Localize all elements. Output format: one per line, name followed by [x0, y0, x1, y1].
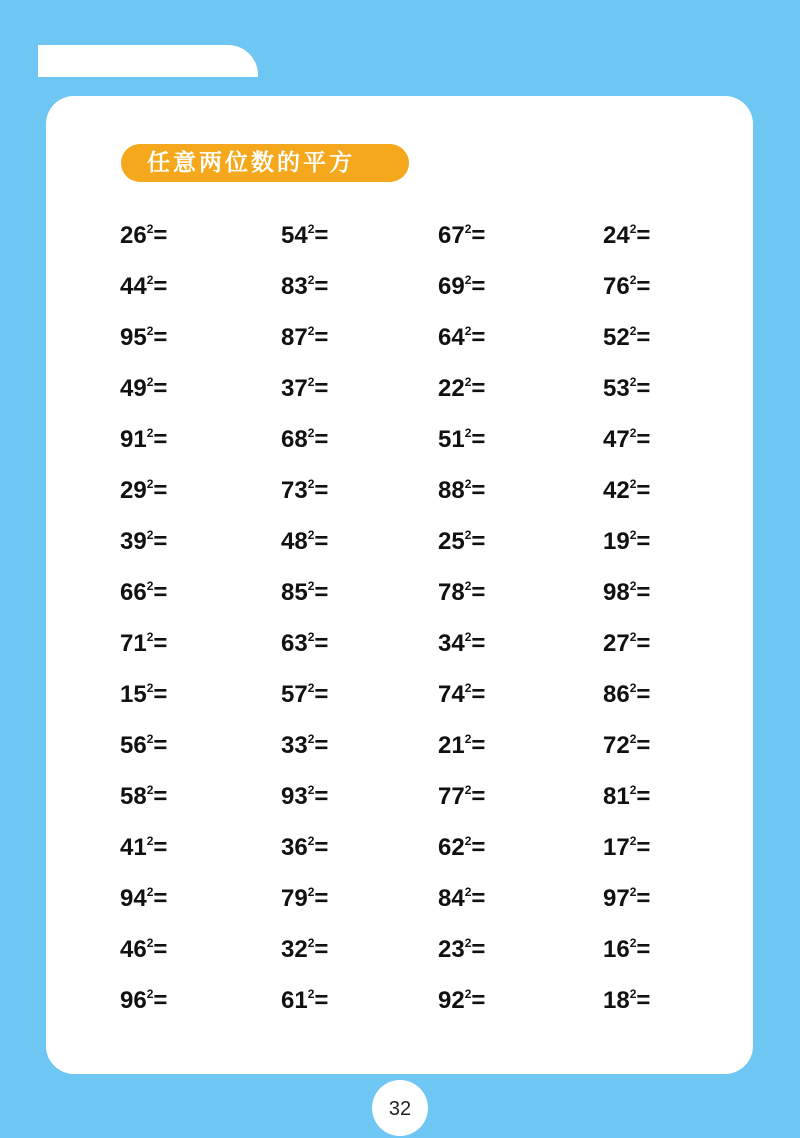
equals-sign: =: [471, 885, 486, 912]
equals-sign: =: [153, 579, 168, 606]
equals-sign: =: [636, 477, 651, 504]
square-problem: [120, 365, 281, 416]
problem-exponent: 2: [146, 783, 154, 797]
equals-sign: =: [471, 579, 486, 606]
problem-exponent: 2: [307, 630, 315, 644]
problem-base: 83: [281, 273, 308, 300]
problem-exponent: 2: [629, 477, 637, 491]
square-problem: [281, 671, 438, 722]
problem-base: 77: [438, 783, 465, 810]
square-problem: [438, 314, 603, 365]
equals-sign: =: [636, 579, 651, 606]
square-problem: [281, 212, 438, 263]
problem-exponent: 2: [629, 681, 637, 695]
problem-exponent: 2: [629, 222, 637, 236]
problem-exponent: 2: [629, 732, 637, 746]
square-problem: [438, 620, 603, 671]
problem-exponent: 2: [307, 681, 315, 695]
problem-base: 57: [281, 681, 308, 708]
square-problem: [120, 926, 281, 977]
square-problem: [120, 212, 281, 263]
problem-exponent: 2: [629, 630, 637, 644]
square-problem: [281, 569, 438, 620]
problem-exponent: 2: [629, 528, 637, 542]
problem-base: 98: [603, 579, 630, 606]
problem-base: 91: [120, 426, 147, 453]
square-problem: [281, 467, 438, 518]
equals-sign: =: [153, 375, 168, 402]
problem-base: 76: [603, 273, 630, 300]
problem-base: 42: [603, 477, 630, 504]
equals-sign: =: [471, 936, 486, 963]
problem-base: 56: [120, 732, 147, 759]
problem-base: 92: [438, 987, 465, 1014]
worksheet-title: 任意两位数的平方: [121, 144, 409, 182]
equals-sign: =: [636, 732, 651, 759]
square-problem: [438, 722, 603, 773]
problem-base: 62: [438, 834, 465, 861]
problem-base: 18: [603, 987, 630, 1014]
problem-base: 49: [120, 375, 147, 402]
equals-sign: =: [153, 528, 168, 555]
equals-sign: =: [636, 273, 651, 300]
equals-sign: =: [471, 477, 486, 504]
problem-base: 26: [120, 222, 147, 249]
square-problem: [603, 824, 720, 875]
equals-sign: =: [471, 528, 486, 555]
square-problem: [603, 263, 720, 314]
square-problem: [603, 977, 720, 1028]
problem-grid: [120, 212, 720, 1028]
equals-sign: =: [314, 324, 329, 351]
problem-exponent: 2: [307, 273, 315, 287]
problem-exponent: 2: [146, 579, 154, 593]
equals-sign: =: [153, 273, 168, 300]
problem-base: 29: [120, 477, 147, 504]
equals-sign: =: [314, 681, 329, 708]
square-problem: [438, 926, 603, 977]
problem-exponent: 2: [464, 222, 472, 236]
problem-exponent: 2: [464, 834, 472, 848]
equals-sign: =: [153, 783, 168, 810]
problem-exponent: 2: [464, 579, 472, 593]
equals-sign: =: [636, 936, 651, 963]
problem-base: 71: [120, 630, 147, 657]
problem-base: 63: [281, 630, 308, 657]
problem-exponent: 2: [629, 426, 637, 440]
square-problem: [603, 365, 720, 416]
problem-exponent: 2: [629, 273, 637, 287]
problem-base: 72: [603, 732, 630, 759]
problem-base: 93: [281, 783, 308, 810]
problem-base: 24: [603, 222, 630, 249]
problem-exponent: 2: [307, 426, 315, 440]
problem-base: 84: [438, 885, 465, 912]
problem-base: 48: [281, 528, 308, 555]
problem-base: 68: [281, 426, 308, 453]
equals-sign: =: [314, 783, 329, 810]
square-problem: [281, 977, 438, 1028]
square-problem: [281, 824, 438, 875]
equals-sign: =: [471, 375, 486, 402]
square-problem: [281, 620, 438, 671]
problem-base: 15: [120, 681, 147, 708]
problem-base: 23: [438, 936, 465, 963]
problem-base: 47: [603, 426, 630, 453]
problem-exponent: 2: [464, 987, 472, 1001]
problem-base: 97: [603, 885, 630, 912]
problem-exponent: 2: [629, 783, 637, 797]
square-problem: [603, 722, 720, 773]
equals-sign: =: [636, 375, 651, 402]
square-problem: [603, 467, 720, 518]
equals-sign: =: [314, 579, 329, 606]
square-problem: [120, 824, 281, 875]
equals-sign: =: [471, 783, 486, 810]
problem-exponent: 2: [307, 885, 315, 899]
problem-exponent: 2: [629, 936, 637, 950]
equals-sign: =: [636, 885, 651, 912]
equals-sign: =: [471, 324, 486, 351]
square-problem: [438, 569, 603, 620]
square-problem: [438, 416, 603, 467]
square-problem: [438, 467, 603, 518]
equals-sign: =: [314, 936, 329, 963]
square-problem: [120, 314, 281, 365]
square-problem: [120, 467, 281, 518]
square-problem: [603, 416, 720, 467]
problem-exponent: 2: [307, 579, 315, 593]
problem-exponent: 2: [146, 630, 154, 644]
problem-exponent: 2: [307, 732, 315, 746]
problem-base: 37: [281, 375, 308, 402]
problem-base: 41: [120, 834, 147, 861]
problem-exponent: 2: [146, 987, 154, 1001]
problem-exponent: 2: [629, 885, 637, 899]
problem-exponent: 2: [146, 681, 154, 695]
equals-sign: =: [153, 987, 168, 1014]
problem-base: 86: [603, 681, 630, 708]
problem-exponent: 2: [464, 630, 472, 644]
equals-sign: =: [153, 885, 168, 912]
problem-base: 19: [603, 528, 630, 555]
problem-base: 33: [281, 732, 308, 759]
equals-sign: =: [471, 222, 486, 249]
square-problem: [120, 416, 281, 467]
equals-sign: =: [471, 681, 486, 708]
problem-base: 44: [120, 273, 147, 300]
problem-base: 46: [120, 936, 147, 963]
problem-base: 95: [120, 324, 147, 351]
problem-base: 53: [603, 375, 630, 402]
problem-exponent: 2: [629, 579, 637, 593]
problem-exponent: 2: [464, 528, 472, 542]
problem-base: 32: [281, 936, 308, 963]
equals-sign: =: [314, 426, 329, 453]
square-problem: [281, 365, 438, 416]
square-problem: [281, 773, 438, 824]
problem-base: 61: [281, 987, 308, 1014]
square-problem: [438, 977, 603, 1028]
problem-base: 81: [603, 783, 630, 810]
square-problem: [438, 773, 603, 824]
problem-exponent: 2: [464, 936, 472, 950]
problem-exponent: 2: [307, 783, 315, 797]
square-problem: [281, 722, 438, 773]
equals-sign: =: [636, 783, 651, 810]
problem-exponent: 2: [464, 885, 472, 899]
equals-sign: =: [314, 375, 329, 402]
problem-exponent: 2: [464, 324, 472, 338]
problem-exponent: 2: [464, 426, 472, 440]
equals-sign: =: [153, 222, 168, 249]
equals-sign: =: [153, 834, 168, 861]
problem-exponent: 2: [307, 987, 315, 1001]
equals-sign: =: [471, 426, 486, 453]
problem-base: 85: [281, 579, 308, 606]
problem-base: 79: [281, 885, 308, 912]
square-problem: [603, 314, 720, 365]
square-problem: [603, 620, 720, 671]
problem-exponent: 2: [464, 732, 472, 746]
problem-exponent: 2: [464, 477, 472, 491]
problem-exponent: 2: [307, 936, 315, 950]
problem-exponent: 2: [146, 477, 154, 491]
problem-base: 52: [603, 324, 630, 351]
square-problem: [603, 671, 720, 722]
problem-exponent: 2: [307, 477, 315, 491]
problem-base: 94: [120, 885, 147, 912]
equals-sign: =: [153, 324, 168, 351]
square-problem: [603, 569, 720, 620]
problem-exponent: 2: [307, 375, 315, 389]
square-problem: [603, 875, 720, 926]
equals-sign: =: [153, 732, 168, 759]
problem-base: 39: [120, 528, 147, 555]
problem-base: 16: [603, 936, 630, 963]
problem-exponent: 2: [146, 273, 154, 287]
problem-exponent: 2: [464, 783, 472, 797]
square-problem: [438, 518, 603, 569]
equals-sign: =: [153, 426, 168, 453]
problem-base: 64: [438, 324, 465, 351]
problem-base: 27: [603, 630, 630, 657]
problem-exponent: 2: [146, 222, 154, 236]
square-problem: [603, 518, 720, 569]
problem-exponent: 2: [146, 885, 154, 899]
square-problem: [281, 518, 438, 569]
equals-sign: =: [471, 732, 486, 759]
problem-exponent: 2: [146, 375, 154, 389]
equals-sign: =: [314, 273, 329, 300]
equals-sign: =: [314, 732, 329, 759]
square-problem: [120, 977, 281, 1028]
problem-exponent: 2: [464, 375, 472, 389]
square-problem: [438, 263, 603, 314]
equals-sign: =: [636, 426, 651, 453]
problem-base: 96: [120, 987, 147, 1014]
page-number: 32: [372, 1080, 428, 1136]
problem-exponent: 2: [146, 426, 154, 440]
square-problem: [281, 263, 438, 314]
problem-base: 78: [438, 579, 465, 606]
problem-base: 69: [438, 273, 465, 300]
problem-base: 54: [281, 222, 308, 249]
equals-sign: =: [153, 681, 168, 708]
problem-base: 73: [281, 477, 308, 504]
equals-sign: =: [471, 834, 486, 861]
problem-base: 67: [438, 222, 465, 249]
equals-sign: =: [471, 273, 486, 300]
equals-sign: =: [153, 477, 168, 504]
problem-exponent: 2: [146, 834, 154, 848]
equals-sign: =: [153, 630, 168, 657]
problem-base: 34: [438, 630, 465, 657]
equals-sign: =: [314, 528, 329, 555]
equals-sign: =: [471, 987, 486, 1014]
problem-exponent: 2: [307, 834, 315, 848]
square-problem: [120, 722, 281, 773]
square-problem: [438, 671, 603, 722]
equals-sign: =: [636, 630, 651, 657]
problem-base: 74: [438, 681, 465, 708]
equals-sign: =: [471, 630, 486, 657]
equals-sign: =: [153, 936, 168, 963]
problem-base: 25: [438, 528, 465, 555]
problem-exponent: 2: [146, 324, 154, 338]
problem-base: 36: [281, 834, 308, 861]
square-problem: [120, 773, 281, 824]
problem-exponent: 2: [307, 222, 315, 236]
square-problem: [120, 518, 281, 569]
square-problem: [603, 773, 720, 824]
equals-sign: =: [314, 834, 329, 861]
problem-exponent: 2: [629, 987, 637, 1001]
square-problem: [281, 314, 438, 365]
square-problem: [603, 926, 720, 977]
problem-exponent: 2: [307, 324, 315, 338]
square-problem: [438, 875, 603, 926]
problem-exponent: 2: [146, 732, 154, 746]
equals-sign: =: [636, 528, 651, 555]
equals-sign: =: [636, 681, 651, 708]
equals-sign: =: [314, 477, 329, 504]
problem-exponent: 2: [629, 375, 637, 389]
top-tab-decoration: [38, 45, 258, 77]
problem-base: 22: [438, 375, 465, 402]
problem-exponent: 2: [307, 528, 315, 542]
problem-base: 87: [281, 324, 308, 351]
square-problem: [438, 212, 603, 263]
square-problem: [120, 569, 281, 620]
problem-base: 88: [438, 477, 465, 504]
square-problem: [281, 926, 438, 977]
equals-sign: =: [636, 222, 651, 249]
problem-exponent: 2: [146, 936, 154, 950]
problem-exponent: 2: [629, 324, 637, 338]
square-problem: [120, 263, 281, 314]
equals-sign: =: [314, 885, 329, 912]
problem-exponent: 2: [146, 528, 154, 542]
square-problem: [281, 875, 438, 926]
square-problem: [281, 416, 438, 467]
equals-sign: =: [636, 324, 651, 351]
square-problem: [120, 620, 281, 671]
square-problem: [603, 212, 720, 263]
equals-sign: =: [314, 222, 329, 249]
square-problem: [438, 824, 603, 875]
problem-base: 58: [120, 783, 147, 810]
problem-base: 51: [438, 426, 465, 453]
equals-sign: =: [314, 630, 329, 657]
square-problem: [438, 365, 603, 416]
equals-sign: =: [314, 987, 329, 1014]
problem-exponent: 2: [464, 681, 472, 695]
problem-base: 17: [603, 834, 630, 861]
square-problem: [120, 875, 281, 926]
problem-exponent: 2: [629, 834, 637, 848]
problem-exponent: 2: [464, 273, 472, 287]
problem-base: 21: [438, 732, 465, 759]
equals-sign: =: [636, 834, 651, 861]
square-problem: [120, 671, 281, 722]
problem-base: 66: [120, 579, 147, 606]
equals-sign: =: [636, 987, 651, 1014]
